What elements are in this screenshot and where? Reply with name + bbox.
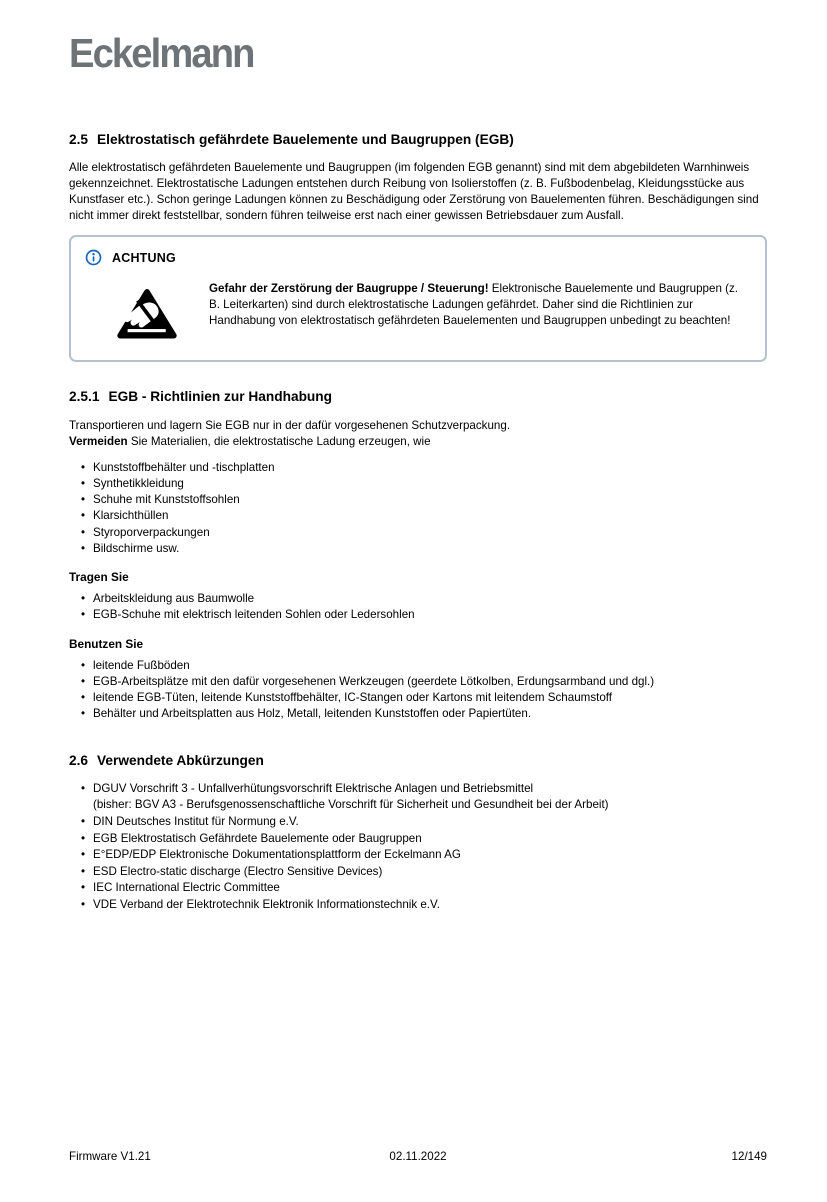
list-item: • ESD Electro-static discharge (Electro Sensitive Devices) bbox=[69, 864, 767, 881]
use-heading: Benutzen Sie bbox=[69, 636, 144, 651]
list-item bbox=[69, 781, 767, 814]
list-item: • EGB Elektrostatisch Gefährdete Bauelemente oder Baugruppen bbox=[69, 831, 767, 848]
footer-date: 02.11.2022 bbox=[389, 1150, 447, 1163]
list-item: • Schuhe mit Kunststoffsohlen bbox=[69, 492, 767, 508]
warning-text bbox=[209, 281, 751, 343]
avoid-list bbox=[69, 460, 767, 557]
list-item: • VDE Verband der Elektrotechnik Elektronik Informationstechnik e.V. bbox=[69, 897, 767, 914]
use-list bbox=[69, 658, 767, 723]
warning-box bbox=[69, 235, 767, 362]
intro-line-2-rest: Sie Materialien, die elektrostatische Ladung erzeugen, wie bbox=[127, 434, 431, 448]
warning-text-rest: Elektronische Bauelemente und Baugruppen (z. B. Leiterkarten) sind durch elektrostatische Ladungen gefährdet. Daher sind die Richtlinien zur Handhabung von elektrostatisch gefährdeten Bauelementen und Baugruppen unbedingt zu beachten! bbox=[209, 282, 739, 328]
eckelmann-logo: Eckelmann bbox=[69, 30, 254, 76]
section-number: 2.6 bbox=[69, 753, 89, 769]
section-title: EGB - Richtlinien zur Handhabung bbox=[108, 389, 333, 405]
footer-page-number: 12/149 bbox=[731, 1150, 768, 1163]
esd-warning-triangle-icon bbox=[85, 281, 209, 343]
list-item: • EGB-Arbeitsplätze mit den dafür vorgesehenen Werkzeugen (geerdete Lötkolben, Erdungsarmband und dgl.) bbox=[69, 674, 767, 690]
section-2-6-heading bbox=[69, 753, 767, 769]
list-item: • DIN Deutsches Institut für Normung e.V. bbox=[69, 814, 767, 831]
abbr-line: DGUV Vorschrift 3 - Unfallverhütungsvorschrift Elektrische Anlagen und Betriebsmittel bbox=[93, 781, 534, 795]
page-footer bbox=[69, 1149, 767, 1165]
warning-label: ACHTUNG bbox=[112, 250, 176, 265]
handling-intro bbox=[69, 418, 767, 450]
section-title: Elektrostatisch gefährdete Bauelemente und Baugruppen (EGB) bbox=[97, 132, 514, 147]
list-item: • Klarsichthüllen bbox=[69, 508, 767, 524]
warning-box-header bbox=[85, 249, 751, 266]
section-2-5-heading bbox=[69, 132, 767, 148]
section-number: 2.5 bbox=[69, 132, 89, 147]
document-page bbox=[0, 30, 827, 914]
list-item: • IEC International Electric Committee bbox=[69, 880, 767, 897]
wear-list bbox=[69, 591, 767, 623]
abbreviation-list bbox=[69, 781, 767, 914]
list-item: • Behälter und Arbeitsplatten aus Holz, Metall, leitenden Kunststoffen oder Papiertüten. bbox=[69, 706, 767, 722]
list-item: • EGB-Schuhe mit elektrisch leitenden Sohlen oder Ledersohlen bbox=[69, 607, 767, 623]
list-item: • E°EDP/EDP Elektronische Dokumentationsplattform der Eckelmann AG bbox=[69, 847, 767, 864]
list-item: • Styroporverpackungen bbox=[69, 525, 767, 541]
info-circle-icon bbox=[85, 249, 102, 266]
wear-heading: Tragen Sie bbox=[69, 570, 129, 585]
intro-line-1: Transportieren und lagern Sie EGB nur in der dafür vorgesehenen Schutzverpackung. bbox=[69, 418, 511, 432]
intro-line-2-bold: Vermeiden bbox=[69, 434, 128, 448]
list-item: • Bildschirme usw. bbox=[69, 541, 767, 557]
warning-box-body bbox=[85, 281, 751, 343]
section-number: 2.5.1 bbox=[69, 389, 100, 405]
section-2-5-1-heading bbox=[69, 389, 767, 405]
section-2-5-paragraph: Alle elektrostatisch gefährdeten Bauelemente und Baugruppen (im folgenden EGB genannt) sind mit dem abgebildeten Warnhinweis gekennzeichnet. Elektrostatische Ladungen entstehen durch Reibung von Isolierstoffen (z. B. Fußbodenbelag, Kleidungsstücke aus Kunstfaser etc.). Schon geringe Ladungen können zu Beschädigung oder Zerstörung von Bauelementen führen. Beschädigungen sind nicht immer direkt feststellbar, sondern führen teilweise erst nach einer gewissen Betriebsdauer zum Ausfall. bbox=[69, 161, 759, 223]
list-item: • Arbeitskleidung aus Baumwolle bbox=[69, 591, 767, 607]
abbr-line: (bisher: BGV A3 - Berufsgenossenschaftliche Vorschrift für Sicherheit und Gesundheit bei der Arbeit) bbox=[93, 798, 609, 812]
section-title: Verwendete Abkürzungen bbox=[97, 753, 264, 769]
footer-firmware-version: Firmware V1.21 bbox=[69, 1150, 151, 1163]
warning-text-bold: Gefahr der Zerstörung der Baugruppe / Steuerung! bbox=[209, 282, 489, 296]
list-item: • Kunststoffbehälter und -tischplatten bbox=[69, 460, 767, 476]
list-item: • leitende Fußböden bbox=[69, 658, 767, 674]
list-item: • Synthetikkleidung bbox=[69, 476, 767, 492]
list-item: • leitende EGB-Tüten, leitende Kunststoffbehälter, IC-Stangen oder Kartons mit leitendem Schaumstoff bbox=[69, 690, 767, 706]
